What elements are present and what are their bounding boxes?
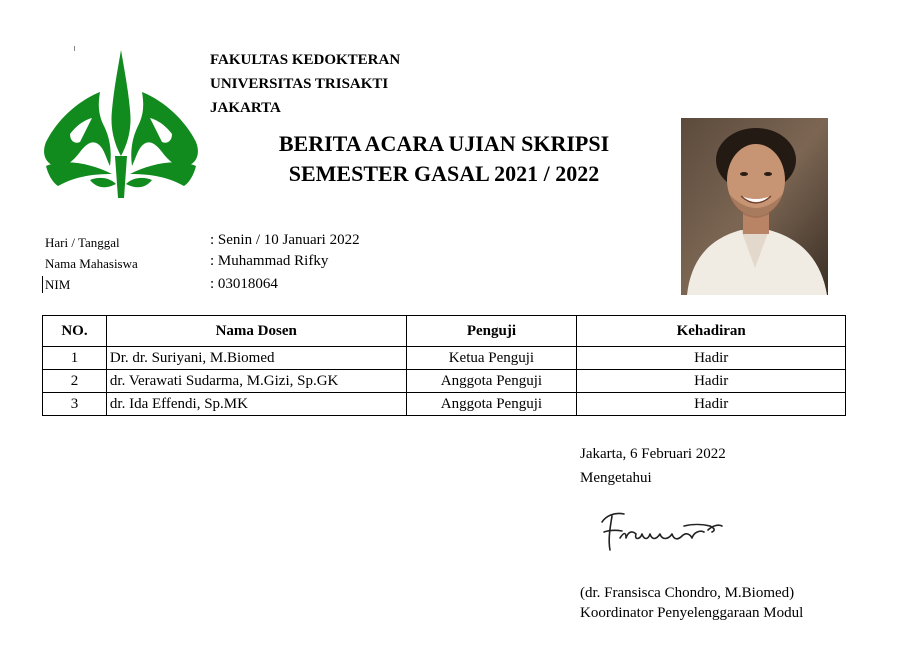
document-title: BERITA ACARA UJIAN SKRIPSI [278, 131, 610, 156]
name-label: Nama Mahasiswa [45, 256, 138, 271]
nim-value: : 03018064 [210, 276, 278, 292]
date-label: Hari / Tanggal [45, 235, 120, 250]
faculty-line-2: UNIVERSITAS TRISAKTI [210, 76, 389, 92]
header-no: NO. [43, 316, 107, 347]
nim-label: NIM [45, 277, 71, 292]
examiner-role: Anggota Penguji [406, 370, 577, 393]
row-number: 1 [43, 347, 107, 370]
header-examiner-role: Penguji [406, 316, 577, 347]
text-cursor [42, 276, 43, 293]
handwritten-signature [596, 500, 736, 562]
signer-role: Koordinator Penyelenggaraan Modul [580, 605, 804, 621]
row-number: 2 [43, 370, 107, 393]
trisakti-logo [40, 48, 202, 203]
examiner-role: Anggota Penguji [406, 393, 577, 416]
name-value: : Muhammad Rifky [210, 253, 329, 269]
attendance-status: Hadir [577, 370, 846, 393]
examiner-role: Ketua Penguji [406, 347, 577, 370]
lecturer-name: Dr. dr. Suriyani, M.Biomed [106, 347, 406, 370]
examiners-table [42, 315, 846, 416]
faculty-line-3: JAKARTA [210, 100, 281, 116]
faculty-line-1: FAKULTAS KEDOKTERAN [210, 52, 401, 68]
table-row [43, 370, 846, 393]
student-photo [681, 118, 828, 295]
faculty-header [210, 48, 400, 120]
header-attendance: Kehadiran [577, 316, 846, 347]
document-subtitle: SEMESTER GASAL 2021 / 2022 [288, 161, 600, 186]
date-value: : Senin / 10 Januari 2022 [210, 232, 360, 248]
row-number: 3 [43, 393, 107, 416]
table-row [43, 347, 846, 370]
lecturer-name: dr. Ida Effendi, Sp.MK [106, 393, 406, 416]
place-date: Jakarta, 6 Februari 2022 [580, 446, 726, 462]
table-header-row [43, 316, 846, 347]
header-lecturer-name: Nama Dosen [106, 316, 406, 347]
lecturer-name: dr. Verawati Sudarma, M.Gizi, Sp.GK [106, 370, 406, 393]
attendance-status: Hadir [577, 347, 846, 370]
acknowledge-label: Mengetahui [580, 470, 652, 486]
signer-name: (dr. Fransisca Chondro, M.Biomed) [580, 585, 795, 601]
attendance-status: Hadir [577, 393, 846, 416]
table-row [43, 393, 846, 416]
